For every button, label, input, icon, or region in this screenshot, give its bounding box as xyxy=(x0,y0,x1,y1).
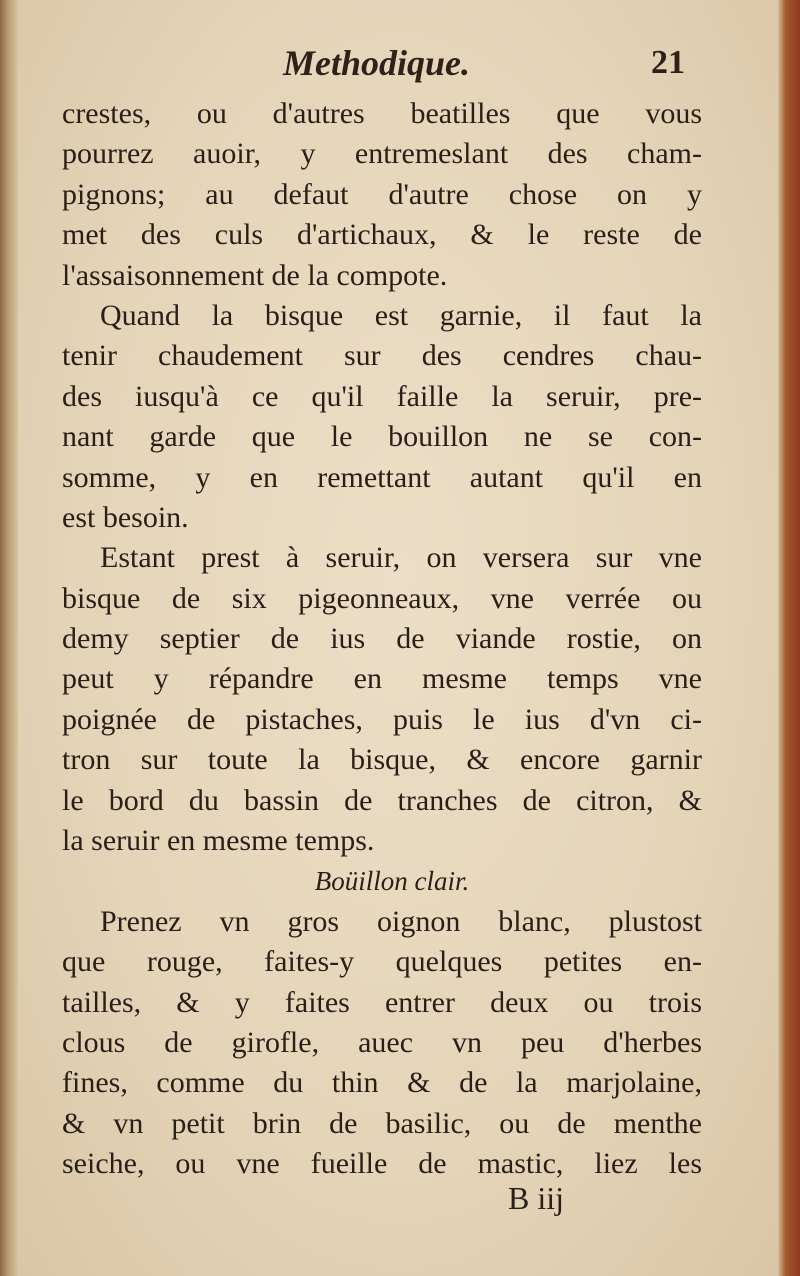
text-line: le bord du bassin de tranches de citron, & xyxy=(62,783,702,817)
text-line: met des culs d'artichaux, & le reste de xyxy=(62,218,702,252)
text-line: pourrez auoir, y entremeslant des cham- xyxy=(62,137,702,171)
page-number: 21 xyxy=(651,44,685,81)
text-line: bisque de six pigeonneaux, vne verrée ou xyxy=(62,581,702,615)
text-line: est besoin. xyxy=(62,500,189,534)
body-text xyxy=(62,94,702,1185)
paragraph-start: Estant prest à seruir, on versera sur vne xyxy=(100,541,702,575)
binding-edge xyxy=(0,0,18,1276)
text-line: des iusqu'à ce qu'il faille la seruir, pre- xyxy=(62,379,702,413)
text-line: tenir chaudement sur des cendres chau- xyxy=(62,339,702,373)
text-line: pignons; au defaut d'autre chose on y xyxy=(62,177,702,211)
page-edge xyxy=(778,0,800,1276)
text-line: somme, y en remettant autant qu'il en xyxy=(62,460,702,494)
signature-mark: B iij xyxy=(508,1180,565,1216)
text-line: la seruir en mesme temps. xyxy=(62,824,375,858)
book-page xyxy=(18,0,778,1276)
text-line: crestes, ou d'autres beatilles que vous xyxy=(62,97,702,130)
text-line: fines, comme du thin & de la marjolaine, xyxy=(62,1066,702,1100)
paragraph-start: Quand la bisque est garnie, il faut la xyxy=(100,298,702,332)
section-heading: Boüillon clair. xyxy=(314,866,470,897)
text-line: clous de girofle, auec vn peu d'herbes xyxy=(62,1025,702,1059)
text-line: demy septier de ius de viande rostie, on xyxy=(62,622,702,656)
text-line: poignée de pistaches, puis le ius d'vn ci- xyxy=(62,702,702,736)
text-line: peut y répandre en mesme temps vne xyxy=(62,662,702,696)
text-line: & vn petit brin de basilic, ou de menthe xyxy=(62,1106,702,1140)
text-line: tron sur toute la bisque, & encore garnir xyxy=(62,743,702,777)
running-title: Methodique. xyxy=(283,43,471,83)
text-line: l'assaisonnement de la compote. xyxy=(62,258,448,292)
paragraph-start: Prenez vn gros oignon blanc, plustost xyxy=(100,904,702,938)
text-line: que rouge, faites-y quelques petites en- xyxy=(62,945,702,979)
text-line: nant garde que le bouillon ne se con- xyxy=(62,420,702,454)
page-header xyxy=(18,42,778,92)
text-line: tailles, & y faites entrer deux ou trois xyxy=(62,985,702,1019)
text-line: seiche, ou vne fueille de mastic, liez les xyxy=(62,1147,702,1181)
